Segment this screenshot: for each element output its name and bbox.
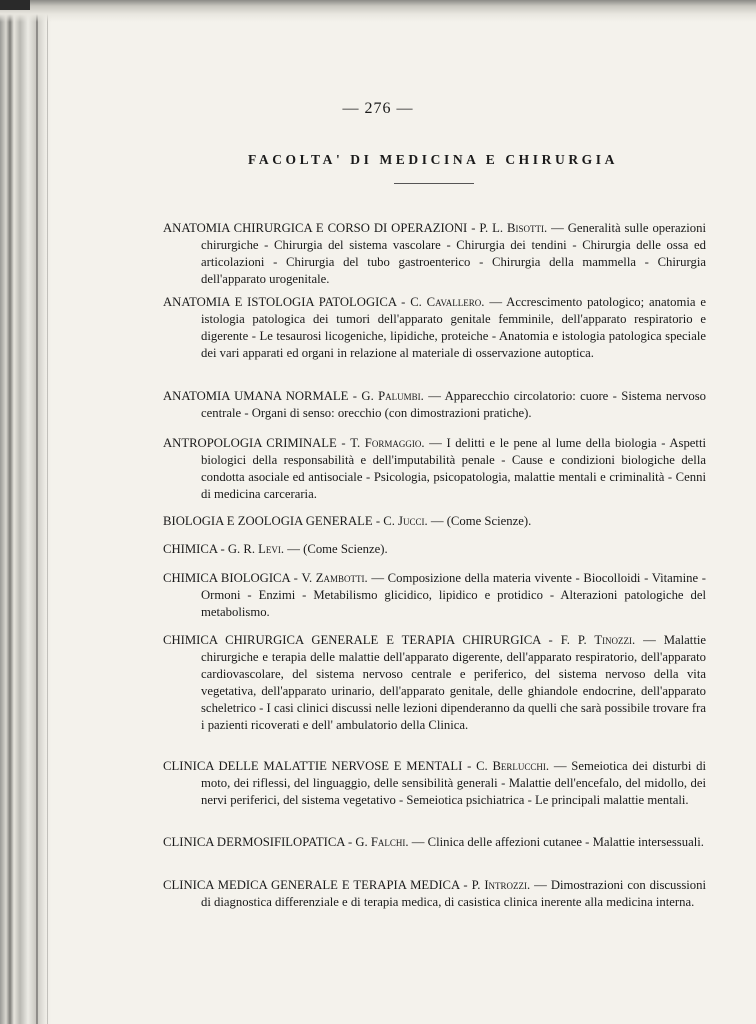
course-subject: ANATOMIA E ISTOLOGIA PATOLOGICA [163,295,397,309]
course-entry: ANTROPOLOGIA CRIMINALE - T. Formaggio. — I delitti e le pene al lume della biologia - Aspetti biologici della responsabilità e dell'imputabilità penale - Cause e condizioni biologiche della condotta asociale ed antisociale - Psicologia, psicopatologia, malattie mentali e criminalità - Cenni di medicina carceraria. [163,436,707,501]
course-entry: CLINICA DELLE MALATTIE NERVOSE E MENTALI - C. Berlucchi. — Semeiotica dei disturbi di moto, dei riflessi, del linguaggio, delle sensibilità generali - Malattie dell'encefalo, del midollo, dei nervi periferici, del sistema vegetativo - Semeiotica psichiatrica - Le principali malattie mentali. [163,759,706,807]
course-subject: BIOLOGIA E ZOOLOGIA GENERALE [163,514,373,528]
course-description: Malattie chirurgiche e terapia delle malattie dell'apparato digerente, dell'apparato respiratorio, dell'apparato cardiovascolare, del sistema nervoso centrale e periferico, del sistema nervoso della vita vegetativa, dell'apparato urinario, dell'apparato genitale, delle ghiandole endocrine, dell'apparato scheletrico - I casi clinici discussi nelle lezioni dipenderanno da quelli che sarà possibile trovare fra i pazienti ricoverati e dell' ambulatorio della Clinica. [201,633,707,732]
course-professor: P. Introzzi. [471,878,531,892]
course-subject: CHIMICA BIOLOGICA [163,571,290,585]
course-subject: ANATOMIA UMANA NORMALE [163,389,349,403]
course-subject: CLINICA MEDICA GENERALE E TERAPIA MEDICA [163,878,460,892]
course-professor: V. Zambotti. [301,571,368,585]
course-professor: P. L. Bisotti. [479,221,548,235]
course-description: Dimostrazioni con discussioni di diagnostica differenziale e di terapia medica, di casistica clinica inerente alla medicina interna. [201,878,706,909]
course-professor: C. Jucci. [383,514,428,528]
course-professor: C. Cavallero. [410,295,485,309]
course-description: I delitti e le pene al lume della biologia - Aspetti biologici della responsabilità e dell'imputabilità penale - Cause e condizioni biologiche della condotta asociale ed antisociale - Psicologia, psicopatologia, malattie mentali e criminalità - Cenni di medicina carceraria. [201,436,707,501]
course-entry: ANATOMIA UMANA NORMALE - G. Palumbi. — Apparecchio circolatorio: cuore - Sistema nervoso centrale - Organi di senso: orecchio (con dimostrazioni pratiche). [163,389,706,420]
course-subject: CLINICA DELLE MALATTIE NERVOSE E MENTALI [163,759,463,773]
course-description: (Come Scienze). [446,514,532,528]
course-professor: G. R. Levi. [227,542,285,556]
course-subject: ANATOMIA CHIRURGICA E CORSO DI OPERAZIONI [163,221,468,235]
course-description: Composizione della materia vivente - Biocolloidi - Vitamine - Ormoni - Enzimi - Metabilismo glicidico, lipidico e protidico - Alterazioni patologiche del metabolismo. [201,571,707,619]
course-entry: CHIMICA - G. R. Levi. — (Come Scienze). [163,542,388,556]
course-entry: CLINICA DERMOSIFILOPATICA - G. Falchi. — Clinica delle affezioni cutanee - Malattie intersessuali. [163,835,704,849]
course-professor: T. Formaggio. [350,436,425,450]
course-professor: G. Palumbi. [361,389,424,403]
course-entry: CLINICA MEDICA GENERALE E TERAPIA MEDICA - P. Introzzi. — Dimostrazioni con discussioni di diagnostica differenziale e di terapia medica, di casistica clinica inerente alla medicina interna. [163,878,706,909]
course-description: Semeiotica dei disturbi di moto, dei riflessi, del linguaggio, delle sensibilità generali - Malattie dell'encefalo, del midollo, dei nervi periferici, del sistema vegetativo - Semeiotica psichiatrica - Le principali malattie mentali. [201,759,706,807]
course-subject: CLINICA DERMOSIFILOPATICA [163,835,345,849]
course-entry: CHIMICA BIOLOGICA - V. Zambotti. — Composizione della materia vivente - Biocolloidi - Vitamine - Ormoni - Enzimi - Metabilismo glicidico, lipidico e protidico - Alterazioni patologiche del metabolismo. [163,571,707,619]
course-professor: F. P. Tinozzi. [560,633,636,647]
course-entry: BIOLOGIA E ZOOLOGIA GENERALE - C. Jucci. — (Come Scienze). [163,514,532,528]
course-description: Clinica delle affezioni cutanee - Malattie intersessuali. [427,835,704,849]
course-description: Generalità sulle operazioni chirurgiche - Chirurgia del sistema vascolare - Chirurgia dei tendini - Chirurgia delle ossa ed articolazioni - Chirurgia del tubo gastroenterico - Chirurgia della mammella - Chirurgia dell'apparato urogenitale. [201,221,706,286]
course-subject: CHIMICA [163,542,218,556]
page-number: — 276 — [342,100,414,117]
course-subject: CHIMICA CHIRURGICA GENERALE E TERAPIA CHIRURGICA [163,633,541,647]
course-professor: G. Falchi. [355,835,409,849]
course-description: (Come Scienze). [303,542,388,556]
faculty-title: FACOLTA' DI MEDICINA E CHIRURGIA [248,152,618,167]
title-rule [394,183,474,184]
scan-top-edge [0,0,756,22]
course-subject: ANTROPOLOGIA CRIMINALE [163,436,337,450]
course-entry: CHIMICA CHIRURGICA GENERALE E TERAPIA CHIRURGICA - F. P. Tinozzi. — Malattie chirurgiche e terapia delle malattie dell'apparato digerente, dell'apparato respiratorio, dell'apparato cardiovascolare, del sistema nervoso centrale e periferico, del sistema nervoso della vita vegetativa, dell'apparato urinario, dell'apparato genitale, delle ghiandole endocrine, dell'apparato scheletrico - I casi clinici discussi nelle lezioni dipenderanno da quelli che sarà possibile trovare fra i pazienti ricoverati e dell' ambulatorio della Clinica. [163,633,707,732]
course-entry: ANATOMIA CHIRURGICA E CORSO DI OPERAZIONI - P. L. Bisotti. — Generalità sulle operazioni chirurgiche - Chirurgia del sistema vascolare - Chirurgia dei tendini - Chirurgia delle ossa ed articolazioni - Chirurgia del tubo gastroenterico - Chirurgia della mammella - Chirurgia dell'apparato urogenitale. [163,221,706,286]
course-professor: C. Berlucchi. [476,759,550,773]
course-description: Accrescimento patologico; anatomia e istologia patologica dei tumori dell'apparato genitale femminile, dell'apparato respiratorio e digerente - Le tesaurosi licogeniche, lipidiche, proteiche - Anatomia e istologia patologica speciale dei vari apparati ed organi in relazione al materiale di osservazione autoptica. [201,295,706,360]
course-description: Apparecchio circolatorio: cuore - Sistema nervoso centrale - Organi di senso: orecchio (con dimostrazioni pratiche). [201,389,706,420]
scan-corner-mark [0,0,30,10]
course-entry: ANATOMIA E ISTOLOGIA PATOLOGICA - C. Cavallero. — Accrescimento patologico; anatomia e istologia patologica dei tumori dell'apparato genitale femminile, dell'apparato respiratorio e digerente - Le tesaurosi licogeniche, lipidiche, proteiche - Anatomia e istologia patologica speciale dei vari apparati ed organi in relazione al materiale di osservazione autoptica. [163,295,706,360]
